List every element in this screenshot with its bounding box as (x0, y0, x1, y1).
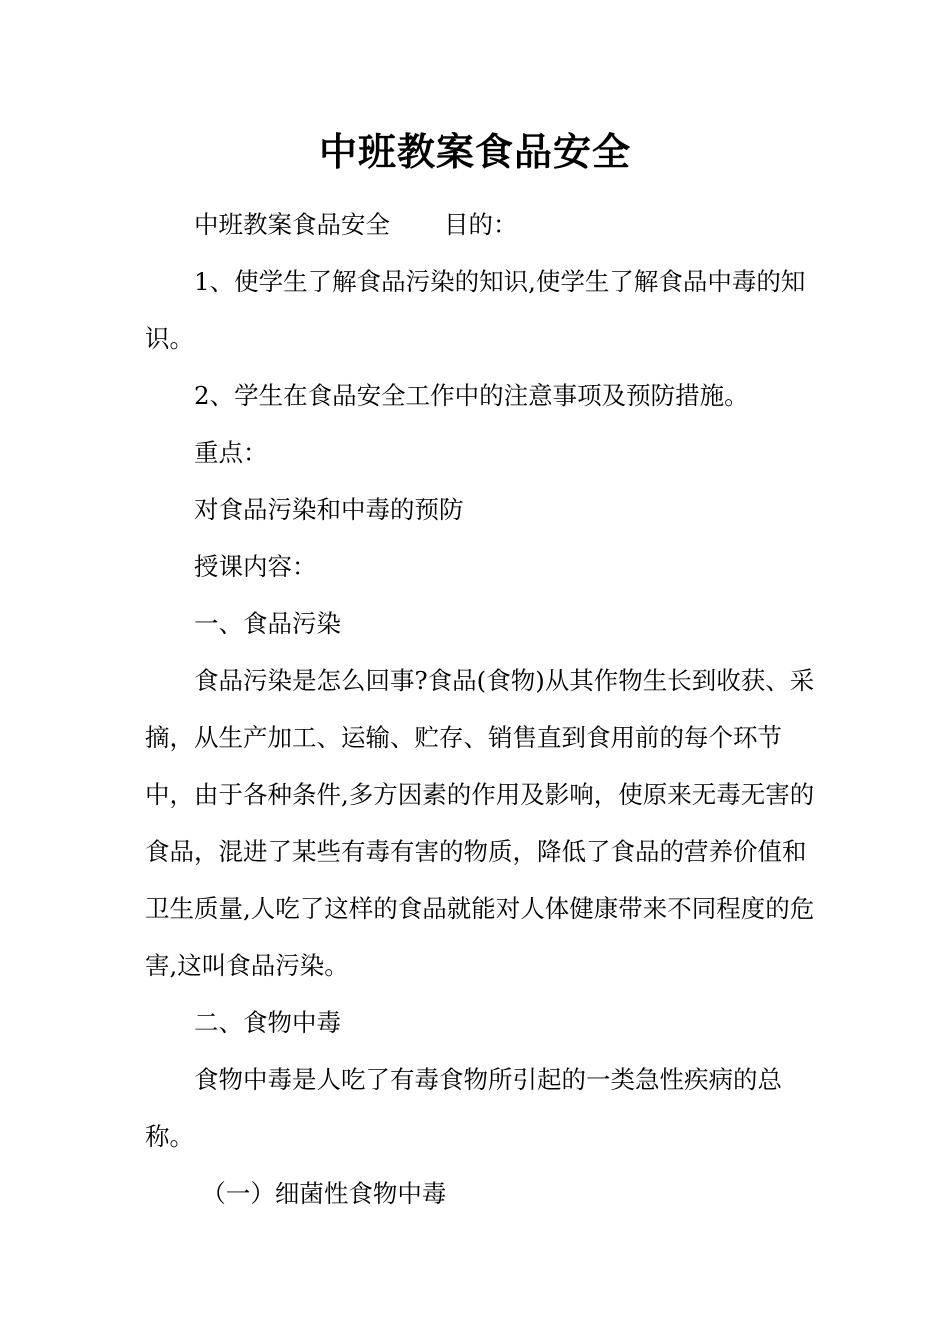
paragraph-content-label: 授课内容： (194, 552, 317, 581)
document-body (145, 196, 815, 1222)
paragraph-objective-1: 1、使学生了解食品污染的知识,使学生了解食品中毒的知识。 (145, 267, 806, 353)
paragraph-food-poisoning: 食物中毒是人吃了有毒食物所引起的一类急性疾病的总称。 (145, 1065, 782, 1151)
paragraph-key-point-label: 重点： (194, 438, 268, 467)
subsection-heading-bacterial: （一）细菌性食物中毒 (201, 1179, 447, 1208)
intro-paragraph (145, 196, 815, 253)
intro-title-text: 中班教案食品安全 (194, 210, 390, 239)
paragraph-objective-2: 2、学生在食品安全工作中的注意事项及预防措施。 (194, 381, 749, 410)
document-title: 中班教案食品安全 (318, 129, 631, 174)
intro-purpose-label: 目的： (444, 210, 518, 239)
section-heading-food-pollution: 一、食品污染 (194, 609, 341, 638)
section-heading-food-poisoning: 二、食物中毒 (194, 1008, 341, 1037)
paragraph-key-point: 对食品污染和中毒的预防 (194, 495, 464, 524)
paragraph-food-pollution: 食品污染是怎么回事?食品(食物)从其作物生长到收获、采摘，从生产加工、运输、贮存、销售直到食用前的每个环节中，由于各种条件,多方因素的作用及影响，使原来无毒无害的食品，混进了某些有毒有害的物质，降低了食品的营养价值和卫生质量,人吃了这样的食品就能对人体健康带来不同程度的危害,这叫食品污染。 (145, 666, 815, 980)
